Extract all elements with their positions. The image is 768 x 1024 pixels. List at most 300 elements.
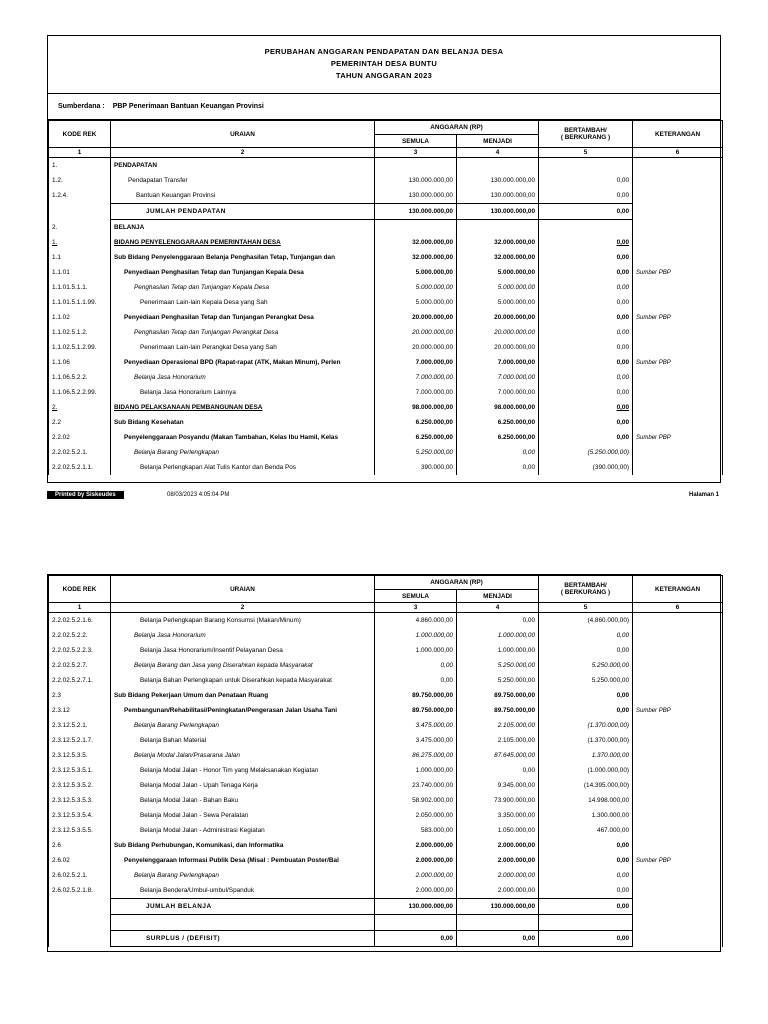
column-number-row [49,148,723,158]
cell-semula: 20.000.000,00 [375,325,457,340]
cell-selisih: 0,00 [539,688,633,703]
column-number-row [49,603,723,613]
cell-kode: 2.6 [49,838,111,853]
cell-semula: 58.902.000,00 [375,793,457,808]
table-row [49,370,723,385]
cell-menjadi: 5.250.000,00 [457,673,539,688]
cell-selisih: 0,00 [539,883,633,899]
cell-menjadi: 1.000.000,00 [457,628,539,643]
cell-menjadi: 2.105.000,00 [457,733,539,748]
cell-ket [633,673,723,688]
cell-ket [633,868,723,883]
cell-ket [633,718,723,733]
header-menjadi: MENJADI [457,135,539,148]
report-page-2 [47,574,721,952]
cell-semula: 23.740.000,00 [375,778,457,793]
cell-menjadi: 3.350.000,00 [457,808,539,823]
cell-semula: 2.000.000,00 [375,838,457,853]
cell-semula: 5.000.000,00 [375,295,457,310]
cell-ket [633,658,723,673]
cell-menjadi: 130.000.000,00 [457,188,539,204]
cell-ket: Sumber PBP [633,310,723,325]
cell-selisih: 0,00 [539,838,633,853]
cell-menjadi: 2.000.000,00 [457,853,539,868]
cell-ket: Sumber PBP [633,853,723,868]
colnum-6: 6 [633,603,723,613]
cell-semula: 1.000.000,00 [375,628,457,643]
table-row [49,778,723,793]
colnum-3: 3 [375,148,457,158]
table-row [49,173,723,188]
cell-semula: 130.000.000,00 [375,188,457,204]
cell-uraian: Penyelenggaraan Posyandu (Makan Tambahan, Kelas Ibu Hamil, Kelas [111,430,375,445]
table-row [49,355,723,370]
cell-semula: 2.000.000,00 [375,883,457,899]
cell-selisih: 0,00 [539,628,633,643]
report-title [48,36,720,94]
cell-kode [49,931,111,947]
cell-uraian: Penyelenggaraan Informasi Publik Desa (Misal : Pembuatan Poster/Bal [111,853,375,868]
cell-menjadi: 32.000.000,00 [457,250,539,265]
cell-kode: 2.2.02.5.2.2. [49,628,111,643]
cell-ket [633,628,723,643]
cell-kode: 2.3.12.5.3.5.3. [49,793,111,808]
cell-selisih: 467.000,00 [539,823,633,838]
cell-uraian: Sub Bidang Pekerjaan Umum dan Penataan Ruang [111,688,375,703]
cell-selisih: 0,00 [539,931,633,947]
cell-semula: 98.000.000,00 [375,400,457,415]
cell-ket [633,158,723,174]
table-row [49,250,723,265]
cell-menjadi: 6.250.000,00 [457,430,539,445]
cell-selisih: 0,00 [539,250,633,265]
table-row [49,763,723,778]
title-line-2: PEMERINTAH DESA BUNTU [330,59,438,68]
cell-ket [633,838,723,853]
cell-uraian: BIDANG PELAKSANAAN PEMBANGUNAN DESA [111,400,375,415]
colnum-2: 2 [111,148,375,158]
cell-uraian: Belanja Jasa Honorarium Lainnya [111,385,375,400]
cell-kode: 1. [49,158,111,174]
cell-uraian: BIDANG PENYELENGGARAAN PEMERINTAHAN DESA [111,235,375,250]
header-bertambah [539,121,633,148]
table-row [49,310,723,325]
cell-menjadi: 20.000.000,00 [457,325,539,340]
cell-selisih: 0,00 [539,415,633,430]
cell-kode: 1.1.01 [49,265,111,280]
table-row [49,748,723,763]
table-row [49,415,723,430]
cell-ket [633,340,723,355]
table-row [49,838,723,853]
table-row [49,188,723,204]
cell-semula: 2.000.000,00 [375,853,457,868]
table-row [49,703,723,718]
cell-uraian: Penerimaan Lain-lain Perangkat Desa yang Sah [111,340,375,355]
cell-semula: 5.250.000,00 [375,445,457,460]
cell-kode: 1.1.02.5.1.2.99. [49,340,111,355]
table-row [49,853,723,868]
cell-kode: 2.2.02.5.2.1.6. [49,613,111,629]
cell-kode [49,204,111,220]
cell-uraian: Sub Bidang Penyelenggaraan Belanja Penghasilan Tetap, Tunjangan dan [111,250,375,265]
sumberdana-value: PBP Penerimaan Bantuan Keuangan Provinsi [112,103,264,110]
cell-ket [633,643,723,658]
cell-ket [633,733,723,748]
table-row [49,808,723,823]
cell-uraian: Belanja Modal Jalan/Prasarana Jalan [111,748,375,763]
cell-menjadi: 73.900.000,00 [457,793,539,808]
cell-kode: 2.3.12.5.3.5.5. [49,823,111,838]
table-row [49,613,723,629]
table-row [49,385,723,400]
cell-menjadi: 5.000.000,00 [457,295,539,310]
cell-kode: 2.3.12.5.2.1.7. [49,733,111,748]
table-row [49,793,723,808]
budget-table-2 [48,575,723,947]
cell-ket [633,445,723,460]
cell-ket [633,613,723,629]
cell-uraian: Belanja Perlengkapan Alat Tulis Kantor dan Benda Pos [111,460,375,475]
cell-ket [633,808,723,823]
cell-uraian: JUMLAH PENDAPATAN [111,204,375,220]
cell-ket [633,235,723,250]
cell-semula: 32.000.000,00 [375,235,457,250]
colnum-2: 2 [111,603,375,613]
cell-selisih: 0,00 [539,385,633,400]
cell-ket: Sumber PBP [633,430,723,445]
cell-selisih: (390.000,00) [539,460,633,475]
cell-uraian: Pendapatan Transfer [111,173,375,188]
cell-uraian: Penyediaan Penghasilan Tetap dan Tunjangan Perangkat Desa [111,310,375,325]
cell-ket [633,823,723,838]
cell-kode: 2.6.02.5.2.1.8. [49,883,111,899]
cell-kode: 1.1.06.5.2.2.99. [49,385,111,400]
cell-selisih: 0,00 [539,235,633,250]
cell-semula: 5.000.000,00 [375,265,457,280]
cell-uraian: Belanja Jasa Honorarium [111,628,375,643]
cell-menjadi: 89.750.000,00 [457,688,539,703]
cell-semula: 130.000.000,00 [375,204,457,220]
cell-ket [633,460,723,475]
cell-menjadi [457,158,539,174]
cell-ket [633,385,723,400]
table-row [49,733,723,748]
cell-menjadi: 0,00 [457,613,539,629]
cell-menjadi: 20.000.000,00 [457,310,539,325]
table-row [49,430,723,445]
page-number: Halaman 1 [688,492,719,498]
cell-kode: 1.2.4. [49,188,111,204]
cell-semula: 6.250.000,00 [375,415,457,430]
header-bertambah-line1: BERTAMBAH/ [564,127,607,134]
table-row [49,340,723,355]
colnum-1: 1 [49,148,111,158]
table-row [49,220,723,236]
printed-at: 08/03/2023 4:05:04 PM [167,492,230,498]
header-bertambah-line2: ( BERKURANG ) [560,134,611,141]
cell-uraian: Belanja Jasa Honorarium [111,370,375,385]
cell-semula: 0,00 [375,931,457,947]
cell-kode: 2.2.02.5.2.1. [49,445,111,460]
cell-menjadi: 2.000.000,00 [457,883,539,899]
cell-semula: 89.750.000,00 [375,703,457,718]
cell-menjadi: 1.050.000,00 [457,823,539,838]
table-row [49,823,723,838]
cell-semula: 7.000.000,00 [375,355,457,370]
cell-kode: 2. [49,220,111,236]
cell-kode [49,899,111,915]
cell-menjadi: 9.345.000,00 [457,778,539,793]
cell-selisih: 0,00 [539,188,633,204]
cell-menjadi: 20.000.000,00 [457,340,539,355]
table-row [49,295,723,310]
cell-kode: 2.3.12.5.2.1. [49,718,111,733]
cell-ket: Sumber PBP [633,355,723,370]
header-menjadi: MENJADI [457,590,539,603]
table-row [49,265,723,280]
header-kode: KODE REK [49,576,111,603]
cell-menjadi: 87.645.000,00 [457,748,539,763]
cell-menjadi: 0,00 [457,445,539,460]
cell-ket [633,295,723,310]
cell-selisih: 0,00 [539,295,633,310]
table-row [49,643,723,658]
cell-kode: 2.3.12 [49,703,111,718]
cell-uraian: SURPLUS / (DEFISIT) [111,931,375,947]
cell-ket [633,325,723,340]
header-bertambah-line1: BERTAMBAH/ [564,582,607,589]
colnum-5: 5 [539,603,633,613]
cell-selisih: 0,00 [539,173,633,188]
cell-uraian: Belanja Barang Perlengkapan [111,868,375,883]
table-row [49,400,723,415]
cell-selisih: (1.370.000,00) [539,733,633,748]
cell-menjadi: 130.000.000,00 [457,173,539,188]
cell-selisih: (5.250.000,00) [539,445,633,460]
cell-selisih: 0,00 [539,340,633,355]
cell-ket [633,748,723,763]
cell-selisih: 0,00 [539,868,633,883]
cell-ket [633,899,723,915]
cell-selisih: 0,00 [539,430,633,445]
cell-semula: 7.000.000,00 [375,385,457,400]
cell-kode: 1.1 [49,250,111,265]
cell-uraian: Pembangunan/Rehabilitasi/Peningkatan/Pengerasan Jalan Usaha Tani [111,703,375,718]
cell-kode: 2. [49,400,111,415]
cell-menjadi: 7.000.000,00 [457,385,539,400]
cell-kode: 2.3.12.5.3.5.1. [49,763,111,778]
table-row [49,445,723,460]
colnum-6: 6 [633,148,723,158]
table-row [49,868,723,883]
cell-menjadi: 130.000.000,00 [457,204,539,220]
cell-kode: 1.2. [49,173,111,188]
table-row [49,883,723,899]
sumberdana-row [48,94,720,120]
cell-uraian: PENDAPATAN [111,158,375,174]
cell-ket [633,250,723,265]
cell-uraian: Belanja Modal Jalan - Honor Tim yang Melaksanakan Kegiatan [111,763,375,778]
cell-ket [633,415,723,430]
cell-selisih: (14.395.000,00) [539,778,633,793]
cell-selisih: (4.860.000,00) [539,613,633,629]
cell-uraian: Penyediaan Penghasilan Tetap dan Tunjangan Kepala Desa [111,265,375,280]
table-row [49,688,723,703]
cell-uraian: Sub Bidang Perhubungan, Komunikasi, dan Informatika [111,838,375,853]
cell-semula: 2.000.000,00 [375,868,457,883]
cell-menjadi: 5.000.000,00 [457,280,539,295]
total-row [49,204,723,220]
cell-selisih: (1.000.000,00) [539,763,633,778]
cell-ket [633,793,723,808]
total-row [49,899,723,915]
header-anggaran: ANGGARAN (RP) [375,121,539,135]
cell-semula: 7.000.000,00 [375,370,457,385]
cell-menjadi: 130.000.000,00 [457,899,539,915]
colnum-3: 3 [375,603,457,613]
cell-menjadi: 2.000.000,00 [457,868,539,883]
cell-semula: 20.000.000,00 [375,340,457,355]
cell-selisih: 1.370.000,00 [539,748,633,763]
cell-selisih: 0,00 [539,280,633,295]
cell-ket [633,931,723,947]
header-keterangan: KETERANGAN [633,576,723,603]
cell-selisih: 1.300.000,00 [539,808,633,823]
cell-menjadi: 0,00 [457,931,539,947]
cell-kode: 2.3.12.5.3.5. [49,748,111,763]
colnum-4: 4 [457,603,539,613]
cell-uraian: Belanja Modal Jalan - Upah Tenaga Kerja [111,778,375,793]
cell-kode: 1. [49,235,111,250]
cell-selisih: 0,00 [539,853,633,868]
cell-menjadi: 98.000.000,00 [457,400,539,415]
cell-kode: 1.1.02 [49,310,111,325]
cell-uraian: BELANJA [111,220,375,236]
table-row [49,658,723,673]
cell-semula [375,220,457,236]
header-semula: SEMULA [375,590,457,603]
cell-kode: 1.1.01.5.1.1.99. [49,295,111,310]
cell-selisih: 0,00 [539,370,633,385]
header-anggaran: ANGGARAN (RP) [375,576,539,590]
cell-uraian: Belanja Bendera/Umbul-umbul/Spanduk [111,883,375,899]
cell-kode: 2.2.02.5.2.1.1. [49,460,111,475]
table-row [49,460,723,475]
cell-semula: 0,00 [375,658,457,673]
cell-uraian: Belanja Barang dan Jasa yang Diserahkan kepada Masyarakat [111,658,375,673]
cell-ket: Sumber PBP [633,703,723,718]
cell-ket [633,763,723,778]
spacer-row [49,915,723,931]
cell-kode: 1.1.06.5.2.2. [49,370,111,385]
cell-semula: 130.000.000,00 [375,899,457,915]
cell-menjadi: 1.000.000,00 [457,643,539,658]
cell-ket [633,370,723,385]
cell-ket [633,204,723,220]
cell-semula: 3.475.000,00 [375,733,457,748]
cell-kode: 2.3 [49,688,111,703]
colnum-4: 4 [457,148,539,158]
report-page-1 [47,35,721,483]
header-kode: KODE REK [49,121,111,148]
cell-semula: 2.050.000,00 [375,808,457,823]
cell-kode: 2.6.02.5.2.1. [49,868,111,883]
cell-selisih: 0,00 [539,703,633,718]
cell-uraian: Belanja Modal Jalan - Sewa Peralatan [111,808,375,823]
header-uraian: URAIAN [111,576,375,603]
budget-table-1 [48,120,723,475]
cell-uraian: JUMLAH BELANJA [111,899,375,915]
cell-menjadi: 5.250.000,00 [457,658,539,673]
cell-selisih: 0,00 [539,400,633,415]
cell-semula: 390.000,00 [375,460,457,475]
table-row [49,280,723,295]
cell-selisih: 0,00 [539,643,633,658]
cell-uraian: Belanja Perlengkapan Barang Konsumsi (Makan/Minum) [111,613,375,629]
cell-menjadi: 0,00 [457,763,539,778]
header-bertambah [539,576,633,603]
cell-semula: 4.860.000,00 [375,613,457,629]
cell-uraian: Penghasilan Tetap dan Tunjangan Perangkat Desa [111,325,375,340]
cell-kode: 2.6.02 [49,853,111,868]
cell-kode: 2.2.02.5.2.7. [49,658,111,673]
cell-kode: 2.3.12.5.3.5.2. [49,778,111,793]
cell-uraian: Belanja Barang Perlengkapan [111,445,375,460]
cell-semula: 5.000.000,00 [375,280,457,295]
table-row [49,235,723,250]
cell-selisih: (1.370.000,00) [539,718,633,733]
cell-ket [633,883,723,899]
cell-ket: Sumber PBP [633,265,723,280]
cell-selisih: 5.250.000,00 [539,658,633,673]
colnum-1: 1 [49,603,111,613]
cell-kode: 1.1.06 [49,355,111,370]
cell-kode: 2.3.12.5.3.5.4. [49,808,111,823]
cell-selisih: 0,00 [539,204,633,220]
cell-uraian: Belanja Modal Jalan - Administrasi Kegiatan [111,823,375,838]
cell-menjadi: 5.000.000,00 [457,265,539,280]
cell-uraian: Belanja Bahan Perlengkapan untuk Diserahkan kepada Masyarakat [111,673,375,688]
cell-ket [633,280,723,295]
cell-uraian: Belanja Jasa Honorarium/Insentif Pelayanan Desa [111,643,375,658]
table-row [49,325,723,340]
cell-uraian: Bantuan Keuangan Provinsi [111,188,375,204]
cell-uraian: Sub Bidang Kesehatan [111,415,375,430]
cell-uraian: Penerimaan Lain-lain Kepala Desa yang Sah [111,295,375,310]
cell-menjadi: 32.000.000,00 [457,235,539,250]
table-row [49,158,723,174]
cell-menjadi: 89.750.000,00 [457,703,539,718]
cell-selisih: 0,00 [539,265,633,280]
total-row [49,931,723,947]
header-uraian: URAIAN [111,121,375,148]
title-line-3: TAHUN ANGGARAN 2023 [335,71,433,80]
cell-selisih [539,220,633,236]
cell-selisih: 14.998.000,00 [539,793,633,808]
cell-ket [633,688,723,703]
table-row [49,673,723,688]
cell-semula: 32.000.000,00 [375,250,457,265]
cell-kode: 2.2 [49,415,111,430]
cell-selisih: 0,00 [539,310,633,325]
title-line-1: PERUBAHAN ANGGARAN PENDAPATAN DAN BELANJA DESA [264,47,504,56]
cell-kode: 1.1.02.5.1.2. [49,325,111,340]
cell-semula: 86.275.000,00 [375,748,457,763]
cell-ket [633,188,723,204]
cell-ket [633,778,723,793]
cell-uraian: Penyediaan Operasional BPD (Rapat-rapat (ATK, Makan Minum), Perlen [111,355,375,370]
